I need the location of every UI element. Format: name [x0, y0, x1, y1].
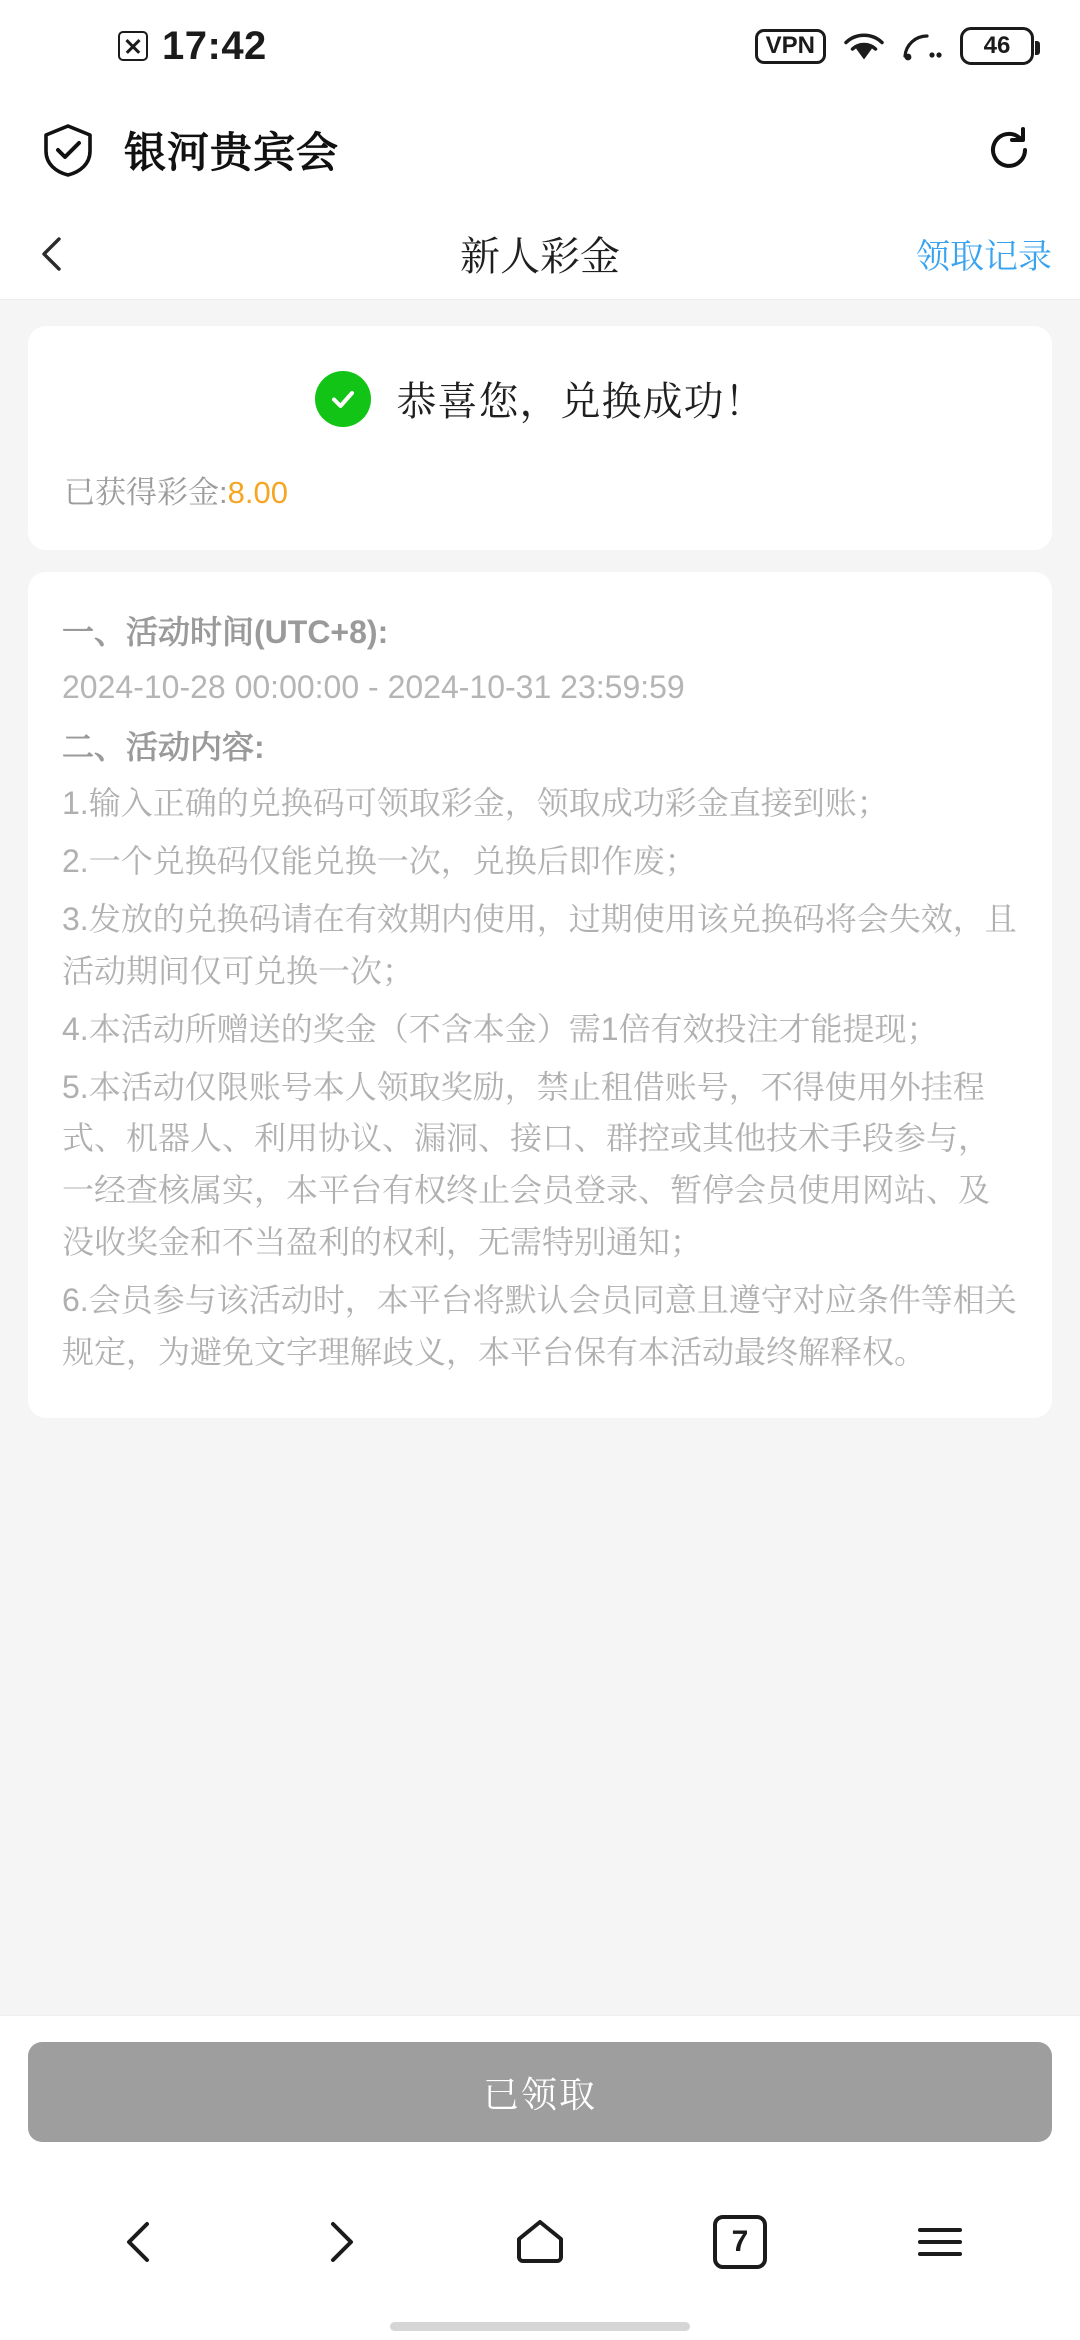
shield-check-icon [40, 122, 96, 178]
mobile-signal-icon [902, 29, 944, 63]
terms-item: 2.一个兑换码仅能兑换一次，兑换后即作废； [62, 843, 697, 880]
status-bar [0, 0, 1080, 92]
terms-item: 6.会员参与该活动时，本平台将默认会员同意且遵守对应条件等相关规定，为避免文字理解歧义，本平台保有本活动最终解释权。 [62, 1281, 1017, 1370]
success-row [64, 370, 1016, 427]
vpn-icon: VPN [755, 29, 826, 64]
page-title: 新人彩金 [460, 235, 620, 279]
nav-back-icon[interactable] [95, 2197, 185, 2287]
claim-button[interactable]: 已领取 [28, 2042, 1052, 2142]
nav-menu-icon[interactable] [895, 2197, 985, 2287]
nav-home-icon[interactable] [495, 2197, 585, 2287]
terms-item: 3.发放的兑换码请在有效期内使用，过期使用该兑换码将会失效，且活动期间仅可兑换一次； [62, 901, 1017, 989]
terms-item: 4.本活动所赠送的奖金（不含本金）需1倍有效投注才能提现； [62, 1010, 939, 1047]
image-blocked-icon [118, 31, 148, 61]
terms-content-heading: 二、活动内容: [62, 728, 265, 765]
page-content [0, 300, 1080, 2015]
app-title: 银河贵宾会 [124, 129, 340, 176]
terms-item: 5.本活动仅限账号本人领取奖励，禁止租借账号，不得使用外挂程式、机器人、利用协议、漏洞、接口、群控或其他技术手段参与，一经查核属实，本平台有权终止会员登录、暂停会员使用网站、及没收奖金和不当盈利的权利，无需特别通知； [62, 1068, 991, 1260]
home-indicator [0, 2312, 1080, 2340]
amount-row [64, 467, 1016, 512]
battery-icon [960, 27, 1034, 65]
status-bar-right [755, 27, 1034, 65]
chevron-left-icon[interactable] [30, 231, 76, 277]
app-header [0, 92, 1080, 208]
claim-record-link[interactable]: 领取记录 [916, 238, 1052, 276]
result-card [28, 326, 1052, 550]
action-area [0, 2015, 1080, 2172]
nav-tabs-button[interactable] [695, 2197, 785, 2287]
refresh-icon[interactable] [984, 125, 1034, 175]
check-circle-icon [315, 371, 371, 427]
battery-level: 46 [983, 32, 1011, 59]
amount-value: 8.00 [227, 475, 288, 510]
terms-card [28, 572, 1052, 1418]
terms-time-range: 2024-10-28 00:00:00 - 2024-10-31 23:59:59 [62, 668, 685, 705]
success-message: 恭喜您，兑换成功！ [396, 380, 766, 424]
browser-nav-bar [0, 2172, 1080, 2312]
amount-label: 已获得彩金: [64, 475, 228, 510]
wifi-icon [842, 29, 886, 63]
page-bar [0, 208, 1080, 300]
terms-item: 1.输入正确的兑换码可领取彩金，领取成功彩金直接到账； [62, 785, 889, 822]
status-time: 17:42 [162, 23, 267, 68]
terms-time-heading: 一、活动时间(UTC+8): [62, 614, 389, 650]
nav-forward-icon[interactable] [295, 2197, 385, 2287]
tab-count: 7 [713, 2215, 767, 2269]
status-bar-left [118, 24, 267, 69]
